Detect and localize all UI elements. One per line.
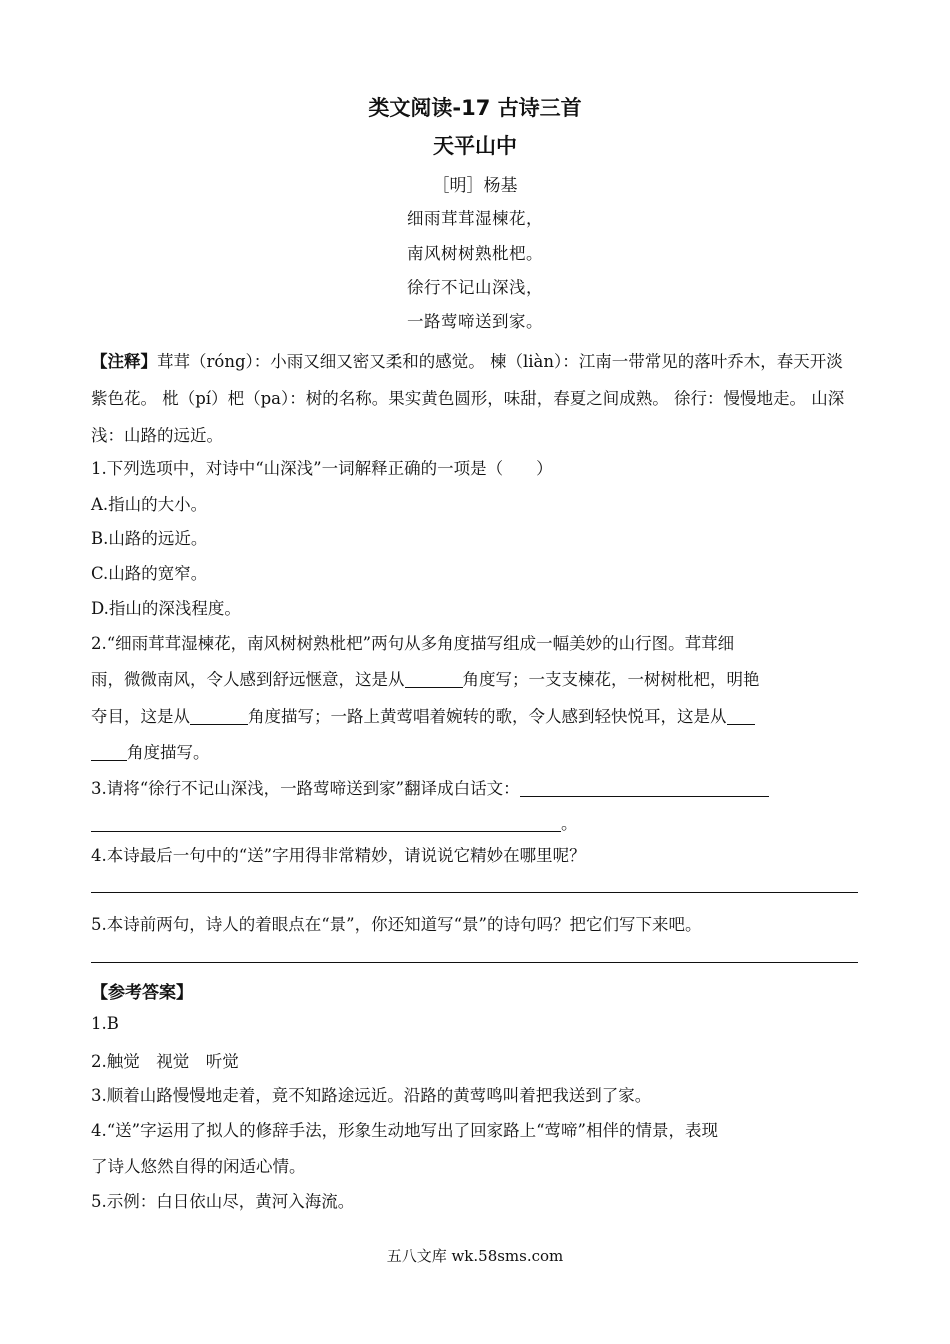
poem-line: 徐行不记山深浅， xyxy=(407,278,543,297)
question-2-line-1: 2.“细雨茸茸湿楝花，南风树树熟枇杷”两句从多角度描写组成一幅美妙的山行图。茸茸细 xyxy=(91,634,735,653)
poem-line: 细雨茸茸湿楝花， xyxy=(407,209,543,228)
question-2-line-3 xyxy=(91,703,858,727)
poem-line: 一路莺啼送到家。 xyxy=(407,312,543,331)
question-2-text: 角度写；一支支楝花，一树树枇杷，明艳 xyxy=(462,670,760,689)
question-2-text: 夺目，这是从 xyxy=(91,707,190,726)
option-d: D.指山的深浅程度。 xyxy=(91,599,241,618)
annotation xyxy=(91,343,858,454)
poem-author: ［明］杨基 xyxy=(432,176,518,196)
option-b: B.山路的远近。 xyxy=(91,529,208,548)
answer-2: 2.触觉 视觉 听觉 xyxy=(91,1052,239,1071)
answer-blank[interactable] xyxy=(190,708,248,726)
question-1: 1.下列选项中，对诗中“山深浅”一词解释正确的一项是（ ） xyxy=(91,459,553,478)
question-2-text: 角度描写。 xyxy=(127,743,210,762)
question-2-text: 雨，微微南风，令人感到舒远惬意，这是从 xyxy=(91,670,405,689)
question-5: 5.本诗前两句，诗人的着眼点在“景”，你还知道写“景”的诗句吗？把它们写下来吧。 xyxy=(91,915,702,934)
answer-1: 1.B xyxy=(91,1014,119,1033)
question-3-line-2 xyxy=(91,810,858,834)
option-a: A.指山的大小。 xyxy=(91,495,208,514)
question-3-text: 3.请将“徐行不记山深浅，一路莺啼送到家”翻译成白话文： xyxy=(91,779,520,798)
question-4: 4.本诗最后一句中的“送”字用得非常精妙，请说说它精妙在哪里呢？ xyxy=(91,846,586,865)
answer-blank[interactable] xyxy=(91,744,127,762)
question-2-text: 角度描写；一路上黄莺唱着婉转的歌，令人感到轻快悦耳，这是从 xyxy=(248,707,727,726)
answer-blank[interactable] xyxy=(91,815,561,833)
question-3-end: 。 xyxy=(561,814,578,833)
answer-4-line-1: 4.“送”字运用了拟人的修辞手法，形象生动地写出了回家路上“莺啼”相伴的情景，表现 xyxy=(91,1121,718,1140)
answer-blank[interactable] xyxy=(520,780,769,798)
answer-4-line-2: 了诗人悠然自得的闲适心情。 xyxy=(91,1157,306,1176)
annotation-text: 茸茸（róng）：小雨又细又密又柔和的感觉。 楝（liàn）：江南一带常见的落叶乔木，春天开淡紫色花。 枇（pí）杷（pa）：树的名称。果实黄色圆形，味甜，春夏之间成熟。 徐行：慢慢地走。 山深浅：山路的远近。 xyxy=(91,352,845,445)
question-3 xyxy=(91,775,858,799)
answer-line[interactable] xyxy=(91,962,858,963)
footer-watermark: 五八文库 wk.58sms.com xyxy=(386,1247,564,1265)
option-c: C.山路的宽窄。 xyxy=(91,564,208,583)
question-2-line-2 xyxy=(91,666,858,690)
answer-blank[interactable] xyxy=(405,671,463,689)
poem-title: 天平山中 xyxy=(433,134,517,158)
question-2-line-4 xyxy=(91,739,858,763)
poem-line: 南风树树熟枇杷。 xyxy=(407,244,543,263)
answer-3: 3.顺着山路慢慢地走着，竟不知路途远近。沿路的黄莺鸣叫着把我送到了家。 xyxy=(91,1086,652,1105)
annotation-label: 【注释】 xyxy=(91,352,157,371)
answer-blank[interactable] xyxy=(727,708,755,726)
answers-heading: 【参考答案】 xyxy=(91,983,193,1003)
answer-5: 5.示例：白日依山尽，黄河入海流。 xyxy=(91,1192,355,1211)
page-title: 类文阅读-17 古诗三首 xyxy=(368,96,582,120)
answer-line[interactable] xyxy=(91,892,858,893)
